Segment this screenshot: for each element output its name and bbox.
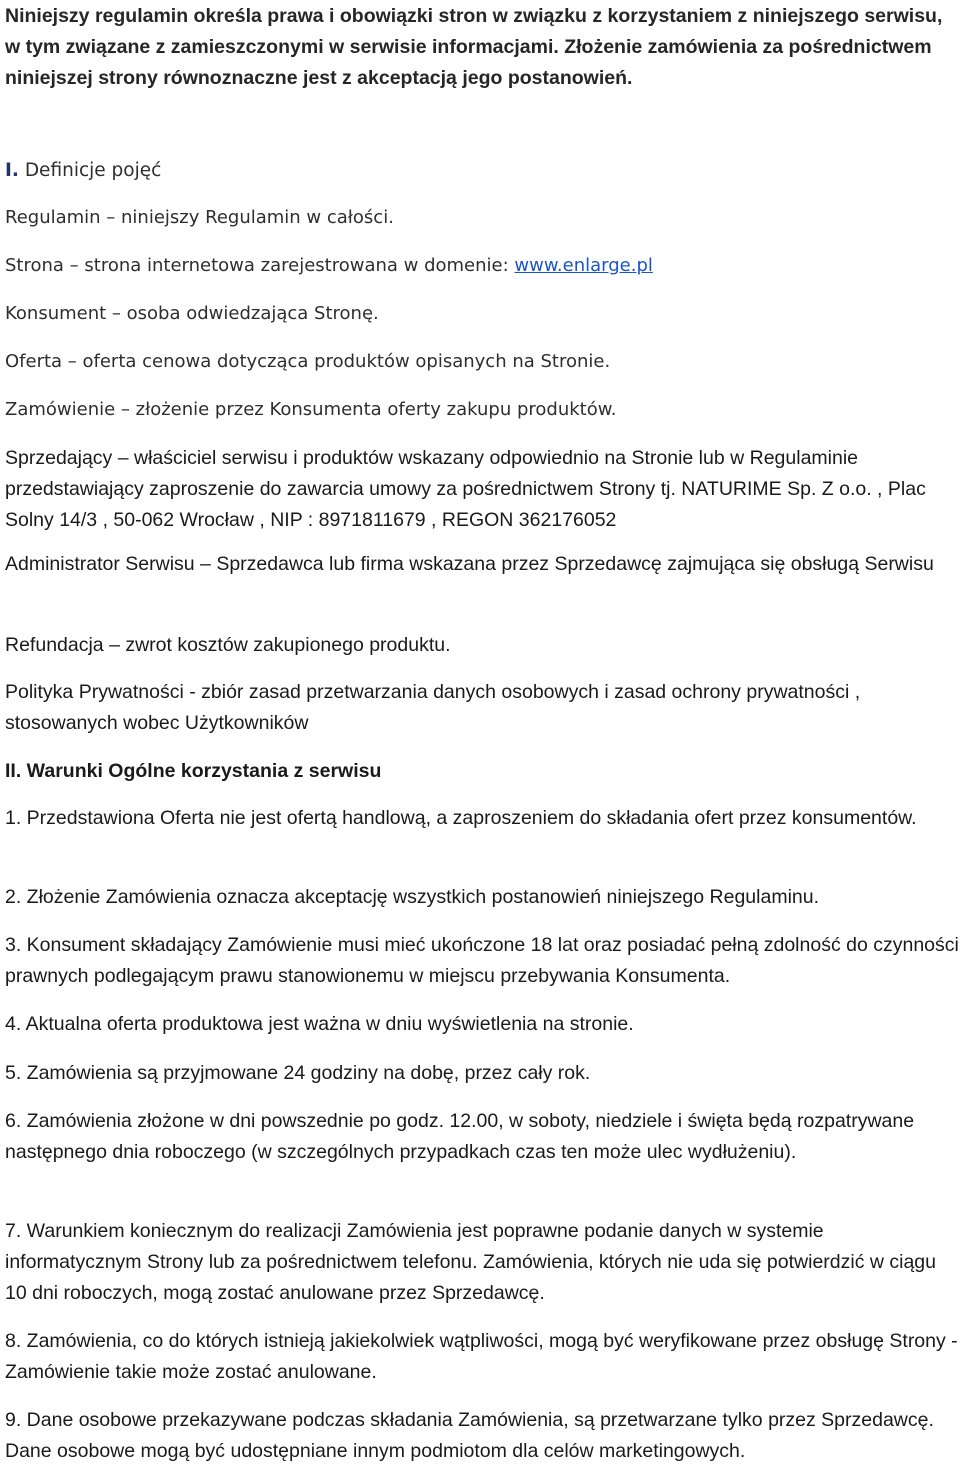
condition-item-6: 6. Zamówienia złożone w dni powszednie po godz. 12.00, w soboty, niedziele i święta będą rozpatrywane następnego dnia roboczego (w szczególnych przypadkach czas ten może ulec wydłużeniu). <box>5 1110 915 1163</box>
regulations-document <box>5 0 959 1462</box>
definition-polityka-prywatnosci: Polityka Prywatności - zbiór zasad przetwarzania danych osobowych i zasad ochrony prywatności , stosowanych wobec Użytkowników <box>5 681 861 734</box>
section-1-title: Definicje pojęć <box>24 160 162 181</box>
section-1-heading <box>5 156 161 186</box>
definition-oferta: Oferta – oferta cenowa dotycząca produktów opisanych na Stronie. <box>5 351 611 372</box>
domain-link[interactable]: www.enlarge.pl <box>514 255 653 276</box>
definition-regulamin: Regulamin – niniejszy Regulamin w całości. <box>5 207 394 228</box>
condition-item-3: 3. Konsument składający Zamówienie musi mieć ukończone 18 lat oraz posiadać pełną zdolność do czynności prawnych podlegającym prawu stanowionemu w miejscu przebywania Konsumenta. <box>5 934 959 987</box>
section-1-number: I. <box>5 160 19 181</box>
condition-item-4: 4. Aktualna oferta produktowa jest ważna w dniu wyświetlenia na stronie. <box>5 1013 634 1035</box>
condition-item-8: 8. Zamówienia, co do których istnieją jakiekolwiek wątpliwości, mogą być weryfikowane przez obsługę Strony - Zamówienie takie może zostać anulowane. <box>5 1330 958 1383</box>
condition-item-2: 2. Złożenie Zamówienia oznacza akceptację wszystkich postanowień niniejszego Regulaminu. <box>5 886 820 908</box>
section-2-heading: II. Warunki Ogólne korzystania z serwisu <box>5 760 382 782</box>
condition-item-9: 9. Dane osobowe przekazywane podczas składania Zamówienia, są przetwarzane tylko przez Sprzedawcę. Dane osobowe mogą być udostępniane innym podmiotom dla celów marketingowych. <box>5 1409 934 1462</box>
definition-administrator: Administrator Serwisu – Sprzedawca lub firma wskazana przez Sprzedawcę zajmująca się obsługą Serwisu <box>5 553 934 575</box>
definition-strona-text: Strona – strona internetowa zarejestrowana w domenie: <box>5 255 515 276</box>
condition-item-7: 7. Warunkiem koniecznym do realizacji Zamówienia jest poprawne podanie danych w systemie informatycznym Strony lub za pośrednictwem telefonu. Zamówienia, których nie uda się potwierdzić w ciągu 10 dni roboczych, mogą zostać anulowane przez Sprzedawcę. <box>5 1220 937 1304</box>
condition-item-1: 1. Przedstawiona Oferta nie jest ofertą handlową, a zaproszeniem do składania ofert przez konsumentów. <box>5 807 917 829</box>
definition-sprzedajacy: Sprzedający – właściciel serwisu i produktów wskazany odpowiednio na Stronie lub w Regulaminie przedstawiający zaproszenie do zawarcia umowy za pośrednictwem Strony tj. NATURIME Sp. Z o.o. , Plac Solny 14/3 , 50-062 Wrocław , NIP : 8971811679 , REGON 362176052 <box>5 447 926 531</box>
definition-konsument: Konsument – osoba odwiedzająca Stronę. <box>5 303 379 324</box>
definition-strona <box>5 251 653 281</box>
condition-item-5: 5. Zamówienia są przyjmowane 24 godziny na dobę, przez cały rok. <box>5 1062 591 1084</box>
definition-zamowienie: Zamówienie – złożenie przez Konsumenta oferty zakupu produktów. <box>5 399 617 420</box>
intro-paragraph: Niniejszy regulamin określa prawa i obowiązki stron w związku z korzystaniem z niniejszego serwisu, w tym związane z zamieszczonymi w serwisie informacjami. Złożenie zamówienia za pośrednictwem niniejszej strony równoznaczne jest z akceptacją jego postanowień. <box>5 5 943 89</box>
definition-refundacja: Refundacja – zwrot kosztów zakupionego produktu. <box>5 634 451 656</box>
